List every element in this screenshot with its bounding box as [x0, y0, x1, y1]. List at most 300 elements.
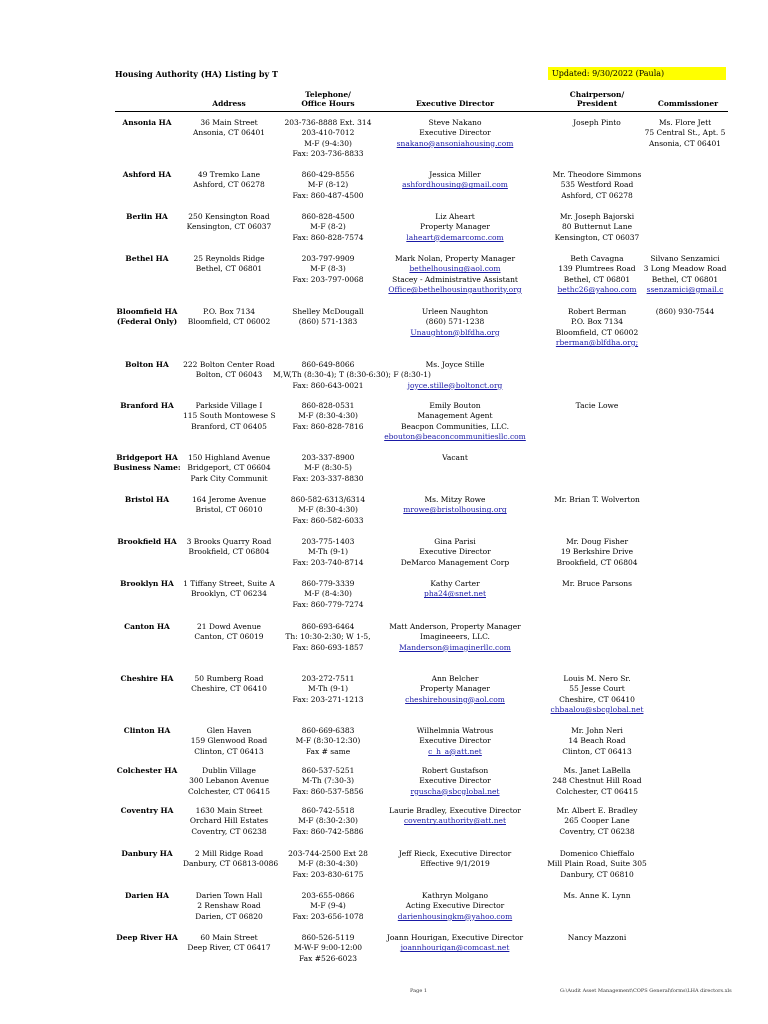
cell-tel [273, 118, 383, 159]
cell-line: Dublin Village [202, 766, 256, 775]
cell-dir [382, 360, 528, 391]
cell-tel [273, 726, 383, 757]
cell-tel [273, 495, 383, 526]
cell-chair [538, 806, 656, 837]
cell-tel [273, 254, 383, 285]
cell-tel [273, 891, 383, 922]
cell-chair [538, 674, 656, 715]
cell-chair [538, 212, 656, 243]
email-link[interactable]: ssenzamici@gmail.c [646, 284, 724, 294]
cell-line: Danbury, CT 06813-0086 [183, 859, 279, 869]
cell-line: Fax: 860-828-7816 [292, 421, 364, 431]
cell-line: M-F (8:30-4:30) [298, 411, 358, 421]
cell-name [111, 849, 183, 859]
cell-line: Danbury, CT 06810 [560, 869, 634, 879]
cell-line: 60 Main Street [200, 933, 258, 942]
cell-line: DeMarco Management Corp [400, 557, 510, 567]
cell-dir [382, 254, 528, 295]
header-telephone [273, 90, 383, 108]
header-telephone-line: Telephone/ [305, 90, 351, 99]
cell-line: Kathryn Molgano [421, 891, 489, 900]
cell-line: 203-410-7012 [301, 128, 355, 138]
cell-line: Bethel, CT 06801 [651, 274, 719, 284]
email-link[interactable]: joannhourigan@comcast.net [400, 943, 510, 953]
cell-line: Executive Director [419, 776, 491, 786]
cell-line: M-F (8:30-2:30) [298, 816, 358, 826]
cell-line: M-F (8-2) [310, 222, 346, 232]
cell-line: Colchester HA [116, 766, 178, 775]
cell-tel [273, 766, 383, 797]
cell-line: Darien, CT 06820 [195, 911, 263, 921]
cell-line: Bridgeport, CT 06604 [187, 463, 271, 473]
cell-name [111, 495, 183, 505]
cell-name [111, 579, 183, 589]
document-title: Housing Authority (HA) Listing by T [115, 69, 278, 79]
cell-line: 265 Cooper Lane [564, 816, 630, 826]
cell-line: 49 Tremko Lane [197, 170, 261, 179]
cell-line: Ms. Janet LaBella [563, 766, 631, 775]
cell-line: Bloomfield, CT 06002 [187, 317, 271, 327]
cell-line: M-F (8:30-5) [304, 463, 352, 473]
email-link[interactable]: mrowe@bristolhousing.org [403, 505, 507, 515]
cell-line: Mr. Bruce Parsons [562, 579, 632, 588]
cell-name [111, 674, 183, 684]
email-link[interactable]: Manderson@imaginerllc.com [399, 642, 511, 652]
cell-dir [382, 537, 528, 568]
cell-name [111, 170, 183, 180]
cell-line: Fax: 203-656-1078 [292, 911, 364, 921]
cell-line: 860-649-8066 [301, 360, 355, 369]
cell-address [183, 537, 275, 558]
cell-chair [538, 537, 656, 568]
cell-address [183, 212, 275, 233]
cell-comm [640, 254, 730, 295]
cell-address [183, 891, 275, 922]
cell-line: Clinton HA [123, 726, 171, 735]
cell-chair [538, 579, 656, 589]
cell-line: 860-537-5251 [301, 766, 355, 775]
cell-line: 860-429-8556 [301, 170, 355, 179]
cell-name [111, 891, 183, 901]
cell-dir [382, 118, 528, 149]
cell-tel [273, 170, 383, 201]
cell-line: 203-797-9909 [301, 254, 355, 263]
cell-line: M-F (8:30-4:30) [298, 859, 358, 869]
cell-line: Glen Haven [206, 726, 252, 735]
cell-line: Management Agent [417, 411, 493, 421]
cell-line: (Federal Only) [116, 317, 178, 327]
cell-line: Bolton HA [125, 360, 169, 369]
cell-dir [382, 806, 528, 827]
cell-line: Fax: 860-779-7274 [292, 599, 364, 609]
cell-line: 3 Brooks Quarry Road [186, 537, 272, 546]
cell-dir [382, 849, 528, 870]
email-link[interactable]: c_h_a@att.net [428, 746, 482, 756]
email-link[interactable]: pha24@snet.net [424, 589, 486, 599]
cell-line: 75 Central St., Apt. 5 [644, 128, 726, 138]
cell-line: Wilhelmnia Watrous [416, 726, 494, 735]
email-link[interactable]: laheart@demarcomc.com [406, 232, 504, 242]
cell-line: Executive Director [419, 547, 491, 557]
cell-dir [382, 766, 528, 797]
cell-line: Mr. Theodore Simmons [552, 170, 642, 179]
cell-line: 860-669-6383 [301, 726, 355, 735]
header-divider [115, 111, 728, 112]
cell-line: Bristol HA [124, 495, 170, 504]
email-link[interactable]: coventry.authority@att.net [403, 816, 506, 826]
header-address: Address [212, 99, 246, 108]
footer-path: G:\Audit Asset Management\COPS General\forms\LHA directors.xls [560, 988, 732, 994]
cell-tel [273, 933, 383, 964]
cell-line: 19 Berkshire Drive [560, 547, 634, 557]
cell-line: Clinton, CT 06413 [194, 746, 264, 756]
email-link[interactable]: bethc26@yahoo.com [557, 284, 637, 294]
cell-line: Bethel HA [125, 254, 169, 263]
cell-address [183, 674, 275, 695]
cell-line: Ashford, CT 06278 [193, 180, 265, 190]
cell-line: Mill Plain Road, Suite 305 [547, 859, 647, 869]
cell-line: Steve Nakano [428, 118, 482, 127]
cell-name [111, 933, 183, 943]
cell-tel [273, 579, 383, 610]
cell-line: 248 Chestnut Hill Road [552, 776, 642, 786]
cell-name [111, 360, 183, 370]
cell-line: Acting Executive Director [405, 901, 505, 911]
cell-chair [538, 849, 656, 880]
cell-line: Ms. Anne K. Lynn [563, 891, 631, 900]
email-link[interactable]: bethelhousing@aol.com [409, 264, 501, 274]
cell-line: Joann Hourigan, Executive Director [386, 933, 524, 942]
cell-line: Kensington, CT 06037 [186, 222, 272, 232]
cell-dir [382, 495, 528, 516]
cell-line: Mr. John Neri [571, 726, 623, 735]
cell-tel [273, 674, 383, 705]
cell-line: 2 Renshaw Road [197, 901, 261, 911]
cell-name [111, 806, 183, 816]
cell-name [111, 212, 183, 222]
cell-line: Ansonia, CT 06401 [648, 138, 722, 148]
cell-line: M-F (8-3) [310, 264, 346, 274]
cell-line: 164 Jerome Avenue [191, 495, 267, 504]
cell-line: Brookfield, CT 06804 [188, 547, 270, 557]
cell-line: M-F (8:30-12:30) [295, 736, 361, 746]
cell-line: 203-272-7511 [301, 674, 355, 683]
cell-line: Ansonia, CT 06401 [192, 128, 266, 138]
cell-name [111, 401, 183, 411]
updated-note: Updated: 9/30/2022 (Paula) [548, 67, 726, 80]
cell-line: Jeff Rieck, Executive Director [398, 849, 512, 858]
cell-tel [273, 537, 383, 568]
cell-line: Mr. Joseph Bajorski [559, 212, 635, 221]
cell-line: Robert Gustafson [421, 766, 489, 775]
cell-tel [273, 622, 383, 653]
cell-chair [538, 891, 656, 901]
email-link[interactable]: chbaalou@sbcglobal.net [550, 704, 644, 714]
cell-address [183, 849, 279, 870]
cell-line: Bethel, CT 06801 [563, 274, 631, 284]
cell-dir [382, 933, 528, 954]
cell-line: Executive Director [419, 736, 491, 746]
cell-dir [382, 726, 528, 757]
cell-line: 80 Butternut Lane [561, 222, 633, 232]
cell-line: Cheshire, CT 06410 [191, 684, 267, 694]
cell-dir [382, 170, 528, 191]
cell-line: Imagineeers, LLC. [420, 632, 490, 642]
cell-line: M-Th (7:30-3) [301, 776, 355, 786]
cell-chair [538, 307, 656, 348]
cell-line: Fax: 203-740-8714 [292, 557, 364, 567]
cell-line: 860-582-6313/6314 [290, 495, 366, 504]
cell-line: Matt Anderson, Property Manager [389, 622, 521, 631]
cell-line: Park City Communit [190, 473, 268, 483]
cell-line: Ashford, CT 06278 [561, 190, 633, 200]
header-chair [538, 90, 656, 108]
cell-line: Beacpon Communities, LLC. [401, 421, 509, 431]
cell-line: 2 Mill Ridge Road [194, 849, 264, 858]
cell-name [111, 307, 183, 328]
cell-address [183, 360, 275, 381]
cell-line: Brookfield HA [117, 537, 177, 546]
cell-line: Fax: 203-271-1213 [292, 694, 364, 704]
cell-dir [382, 453, 528, 463]
cell-line: Clinton, CT 06413 [562, 746, 632, 756]
cell-line: (860) 571-1383 [298, 317, 358, 327]
cell-line: Ms. Mitzy Rowe [424, 495, 486, 504]
cell-line: Berlin HA [126, 212, 168, 221]
cell-line: Parkside Village I [195, 401, 263, 410]
header-office-hours-line: Office Hours [301, 99, 355, 108]
cell-line: M-F (8-12) [307, 180, 349, 190]
cell-tel [273, 401, 383, 432]
cell-line: Brooklyn, CT 06234 [191, 589, 267, 599]
cell-name [111, 254, 183, 264]
email-link[interactable]: rguscha@sbcglobal.net [410, 786, 500, 796]
cell-line: Ann Belcher [431, 674, 479, 683]
cell-line: 300 Lebanon Avenue [189, 776, 269, 786]
cell-line: Brookfield, CT 06804 [556, 557, 638, 567]
cell-line: Fax #526-6023 [298, 953, 357, 963]
email-link[interactable]: ashfordhousing@gmail.com [402, 180, 508, 190]
cell-line: 25 Reynolds Ridge [193, 254, 265, 263]
cell-line: Mr. Brian T. Wolverton [554, 495, 640, 504]
cell-line: 159 Glenwood Road [190, 736, 268, 746]
cell-line: Cheshire HA [120, 674, 174, 683]
cell-line: Mr. Albert E. Bradley [556, 806, 638, 815]
cell-line: 1630 Main Street [195, 806, 263, 815]
email-link[interactable]: Office@bethelhousingauthority.org [388, 284, 522, 294]
cell-line [382, 370, 528, 380]
cell-line: Th: 10:30-2:30; W 1-5, [285, 632, 371, 642]
cell-line: Mr. Doug Fisher [565, 537, 629, 546]
cell-address [183, 170, 275, 191]
cell-chair [538, 118, 656, 128]
cell-line: Kathy Carter [430, 579, 480, 588]
cell-line: 50 Rumberg Road [194, 674, 264, 683]
email-link[interactable]: Unaughton@blfdha.org [410, 327, 500, 337]
cell-line: 203-775-1403 [301, 537, 355, 546]
cell-line: Fax: 860-487-4500 [292, 190, 364, 200]
cell-dir [382, 401, 528, 442]
cell-line: Urleen Naughton [421, 307, 489, 316]
cell-line: Liz Aheart [435, 212, 475, 221]
cell-line: P.O. Box 7134 [570, 317, 624, 327]
cell-line: Bethel, CT 06801 [195, 264, 263, 274]
cell-line: Bloomfield HA [116, 307, 178, 316]
cell-line: Fax: 860-693-1857 [292, 642, 364, 652]
cell-comm [640, 307, 730, 317]
cell-name [111, 453, 183, 474]
cell-line: Robert Berman [567, 307, 627, 316]
cell-line: (860) 571-1238 [425, 317, 485, 327]
cell-line: Silvano Senzamici [650, 254, 720, 263]
cell-line: Mark Nolan, Property Manager [394, 254, 516, 263]
cell-line: Bridgeport HA [116, 453, 178, 462]
cell-tel [273, 307, 383, 328]
cell-tel [273, 453, 383, 484]
cell-line: Business Name: [113, 463, 181, 473]
cell-line: Fax: 860-582-6033 [292, 515, 364, 525]
cell-line: Shelley McDougall [292, 307, 364, 316]
cell-name [111, 537, 183, 547]
cell-line: M-W-F 9:00-12:00 [293, 943, 363, 953]
cell-name [111, 766, 183, 776]
cell-line: Bloomfield, CT 06002 [555, 327, 639, 337]
cell-address [183, 933, 275, 954]
cell-line: M-F (8:30-4:30) [298, 505, 358, 515]
cell-line: M-Th (9-1) [307, 547, 349, 557]
cell-tel [273, 212, 383, 243]
cell-line: Ms. Joyce Stille [425, 360, 485, 369]
cell-line: 55 Jesse Court [569, 684, 625, 694]
cell-line: Beth Cavagna [570, 254, 624, 263]
email-link[interactable]: rberman@blfdha.org; [555, 337, 639, 347]
cell-chair [538, 401, 656, 411]
cell-line: M,W,Th (8:30-4); T (8:30-6:30); F (8:30-1) [273, 370, 431, 380]
cell-line: Fax: 860-828-7574 [292, 232, 364, 242]
cell-line: Property Manager [420, 222, 490, 232]
cell-line: Ms. Flore Jett [658, 118, 712, 127]
cell-line: 860-693-6464 [301, 622, 355, 631]
cell-line: Laurie Bradley, Executive Director [389, 806, 521, 815]
cell-line: Deep River, CT 06417 [187, 943, 271, 953]
cell-line: 203-655-0866 [301, 891, 355, 900]
cell-chair [538, 254, 656, 295]
cell-line: M-Th (9-1) [307, 684, 349, 694]
cell-line: Branford HA [120, 401, 174, 410]
cell-line: 115 South Montowese S [183, 411, 276, 421]
cell-line: Stacey - Administrative Assistant [392, 274, 518, 284]
cell-dir [382, 307, 528, 338]
cell-line: Deep River HA [116, 933, 178, 942]
cell-address [183, 453, 275, 484]
cell-line: Fax: 860-537-5856 [292, 786, 364, 796]
cell-address [183, 806, 275, 837]
cell-line: Colchester, CT 06415 [188, 786, 270, 796]
cell-line: 21 Dowd Avenue [197, 622, 261, 631]
cell-line: M-F (9-4:30) [304, 138, 352, 148]
cell-line: Canton HA [124, 622, 170, 631]
cell-address [183, 766, 275, 797]
cell-dir [382, 212, 528, 243]
cell-name [111, 622, 183, 632]
cell-line: M-F (9-4) [310, 901, 346, 911]
cell-chair [538, 495, 656, 505]
cell-dir [382, 891, 528, 922]
cell-line: Fax: 203-736-8833 [292, 148, 364, 158]
cell-line: Fax: 203-337-8830 [292, 473, 364, 483]
cell-dir [382, 622, 528, 653]
cell-line: Louis M. Nero Sr. [563, 674, 631, 683]
cell-line: 860-828-4500 [301, 212, 355, 221]
cell-line: Coventry HA [120, 806, 174, 815]
email-link[interactable]: cheshirehousing@aol.com [405, 694, 505, 704]
cell-address [183, 622, 275, 643]
cell-line: Kensington, CT 06037 [554, 232, 640, 242]
cell-line: 860-779-3339 [301, 579, 355, 588]
header-director: Executive Director [415, 99, 495, 108]
cell-line: Brooklyn HA [120, 579, 174, 588]
cell-line: 860-526-5119 [301, 933, 355, 942]
cell-chair [538, 933, 656, 943]
cell-line: Domenico Chieffalo [559, 849, 635, 858]
cell-chair [538, 170, 656, 201]
cell-line: Gina Parisi [434, 537, 476, 546]
cell-address [183, 495, 275, 516]
cell-chair [538, 766, 656, 797]
cell-address [183, 307, 275, 328]
cell-line: Nancy Mazzoni [567, 933, 627, 942]
cell-line: Ashford HA [122, 170, 172, 179]
cell-line: M-F (8-4:30) [304, 589, 352, 599]
cell-line: Tacie Lowe [575, 401, 619, 410]
cell-line: Bolton, CT 06043 [195, 370, 263, 380]
footer-page: Page 1 [410, 988, 428, 994]
cell-tel [273, 849, 383, 880]
cell-line: Executive Director [419, 128, 491, 138]
cell-dir [382, 579, 528, 600]
email-link[interactable]: darienhousingkm@yahoo.com [397, 911, 513, 921]
cell-line: 14 Beach Road [568, 736, 626, 746]
cell-line: 3 Long Meadow Road [643, 264, 727, 274]
cell-chair [538, 726, 656, 757]
cell-line: Fax: 203-797-0068 [292, 274, 364, 284]
cell-line: 860-742-5518 [301, 806, 355, 815]
cell-line: Darien HA [125, 891, 169, 900]
cell-line: Canton, CT 06019 [194, 632, 264, 642]
cell-line: 203-736-8888 Ext. 314 [284, 118, 372, 127]
header-commissioner: Commissioner [657, 99, 719, 108]
cell-comm [640, 118, 730, 149]
email-link[interactable]: joyce.stille@boltonct.org [407, 380, 503, 390]
email-link[interactable]: snakano@ansoniahousing.com [396, 138, 514, 148]
cell-line: Ansonia HA [122, 118, 172, 127]
cell-line: Bristol, CT 06010 [195, 505, 263, 515]
cell-tel [273, 360, 431, 391]
cell-address [183, 579, 275, 600]
cell-line: Effective 9/1/2019 [420, 859, 490, 869]
cell-line: 203-744-2500 Ext 28 [288, 849, 368, 858]
cell-line: Joseph Pinto [573, 118, 621, 127]
cell-line: 250 Kensington Road [188, 212, 270, 221]
cell-line: Property Manager [420, 684, 490, 694]
email-link[interactable]: ebouton@beaconcommunitiesllc.com [384, 431, 526, 441]
cell-dir [382, 674, 528, 705]
cell-address [183, 401, 275, 432]
cell-line: Branford, CT 06405 [191, 421, 267, 431]
cell-line: 150 Highland Avenue [187, 453, 271, 462]
cell-line: 36 Main Street [200, 118, 258, 127]
cell-line: Fax # same [305, 746, 351, 756]
